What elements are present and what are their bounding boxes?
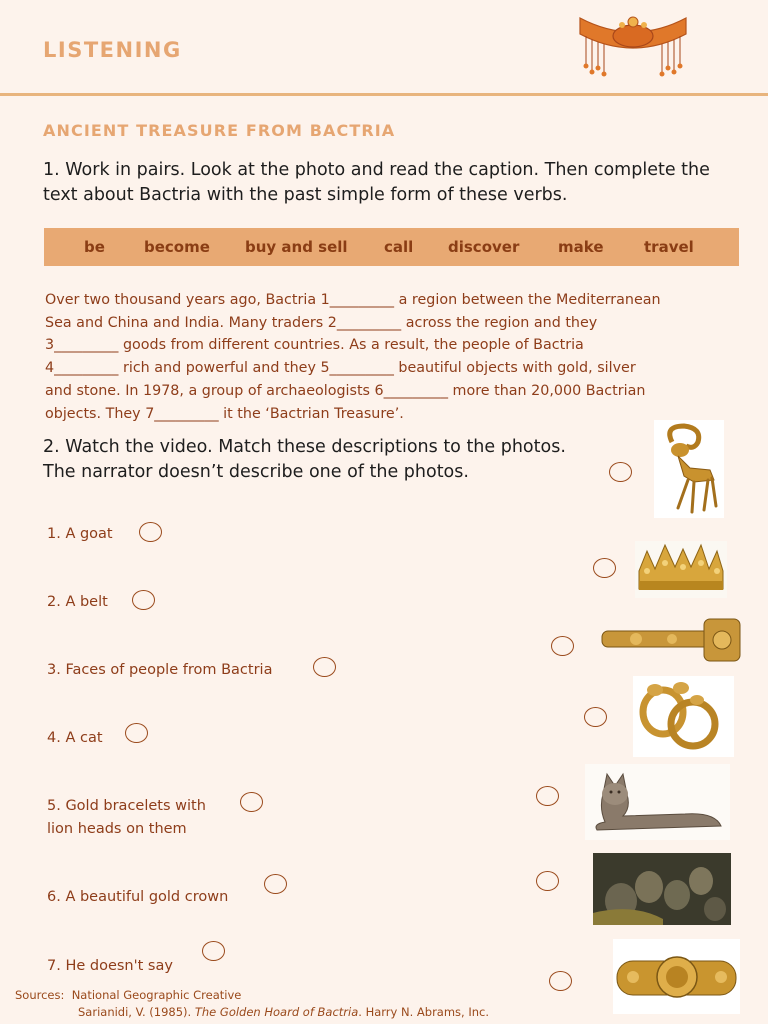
exercise2-instruction: 2. Watch the video. Match these descriptions to the photos. The narrator doesn’t describe one of the photos. <box>43 437 566 482</box>
source-2-title: The Golden Hoard of Bactria <box>194 1005 359 1019</box>
gold-bracelets-image <box>633 676 734 757</box>
photo-circle-3[interactable] <box>551 636 574 656</box>
verb-buy-and-sell: buy and sell <box>245 238 348 256</box>
description-6: 6. A beautiful gold crown <box>47 889 229 905</box>
answer-circle-1[interactable] <box>139 522 162 542</box>
lesson-subtitle: ANCIENT TREASURE FROM BACTRIA <box>43 121 396 140</box>
verb-travel: travel <box>644 238 694 256</box>
section-title: LISTENING <box>43 38 182 62</box>
description-4: 4. A cat <box>47 730 103 746</box>
carved-faces-image <box>593 853 731 925</box>
gold-belt-image <box>600 613 742 667</box>
description-7: 7. He doesn't say <box>47 958 173 974</box>
verb-box <box>44 228 739 266</box>
sources-label: Sources: <box>15 988 65 1002</box>
description-1: 1. A goat <box>47 526 113 542</box>
verb-become: become <box>144 238 210 256</box>
answer-circle-2[interactable] <box>132 590 155 610</box>
verb-call: call <box>384 238 414 256</box>
sources <box>15 987 715 1021</box>
description-2: 2. A belt <box>47 594 108 610</box>
gold-diadem-image <box>572 6 694 86</box>
golden-ram-image <box>654 420 724 518</box>
answer-circle-4[interactable] <box>125 723 148 743</box>
photo-circle-6[interactable] <box>536 871 559 891</box>
source-2-prefix: Sarianidi, V. (1985). <box>78 1005 195 1019</box>
answer-circle-3[interactable] <box>313 657 336 677</box>
photo-circle-1[interactable] <box>609 462 632 482</box>
verb-discover: discover <box>448 238 520 256</box>
photo-circle-5[interactable] <box>536 786 559 806</box>
source-1: National Geographic Creative <box>71 988 242 1002</box>
reclining-cat-image <box>585 764 730 840</box>
description-3: 3. Faces of people from Bactria <box>47 662 273 678</box>
photo-circle-4[interactable] <box>584 707 607 727</box>
photo-circle-2[interactable] <box>593 558 616 578</box>
source-2-suffix: . Harry N. Abrams, Inc. <box>358 1005 490 1019</box>
description-5: 5. Gold bracelets with lion heads on them <box>47 798 206 837</box>
answer-circle-7[interactable] <box>202 941 225 961</box>
answer-circle-5[interactable] <box>240 792 263 812</box>
verb-make: make <box>558 238 604 256</box>
verb-be: be <box>84 238 105 256</box>
gold-crown-image <box>635 541 727 598</box>
gap-fill-text: Over two thousand years ago, Bactria 1_________ a region between the Mediterranean Sea and China and India. Many traders 2_________ across the region and they 3_________ goods from different countries. As a result, the people of Bactria 4_________ rich and powerful and they 5_________ beautiful objects with gold, silver and stone. In 1978, a group of archaeologists 6_________ more than 20,000 Bactrian objects. They 7_________ it the ‘Bactrian Treasure’. <box>45 292 661 422</box>
exercise1-instruction: 1. Work in pairs. Look at the photo and read the caption. Then complete the text about Bactria with the past simple form of these verbs. <box>43 160 710 205</box>
header-divider <box>0 93 768 96</box>
answer-circle-6[interactable] <box>264 874 287 894</box>
